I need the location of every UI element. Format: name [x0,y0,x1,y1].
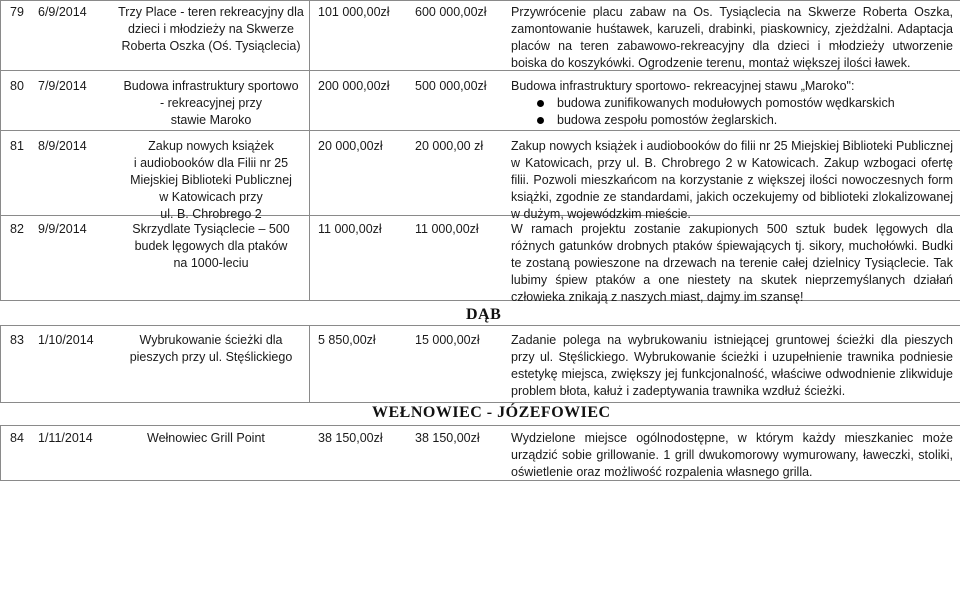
task-description: W ramach projektu zostanie zakupionych 500 sztuk budek lęgowych dla różnych gatunków drobnych ptaków śpiewających tj. sikory, muchołówki. Budki te zostaną powieszone na drzewach na terenie całej dzielnicy Tysiąclecie. Tak lubimy śpiew ptaków a one niestety na skutek nieprzemyślanych działań człowieka znikają z naszych miast, dajmy im szansę! [511,222,953,304]
task-name-line: stawie Maroko [170,113,252,127]
task-cost: 5 850,00zł [318,333,376,347]
task-name-line: budek lęgowych dla ptaków [134,239,288,253]
row-number: 80 [10,79,24,93]
section-heading-welnowiec: WEŁNOWIEC - JÓZEFOWIEC [372,404,611,421]
task-cost: 38 150,00zł [318,431,383,445]
row-border [0,130,960,131]
row-number: 84 [10,431,24,445]
task-total: 500 000,00zł [415,79,487,93]
task-name-line: dzieci i młodzieży na Skwerze [127,22,295,36]
row-date: 9/9/2014 [38,222,87,236]
row-border [0,0,960,1]
row-date: 6/9/2014 [38,5,87,19]
task-cost: 11 000,00zł [318,222,382,236]
task-name-line: w Katowicach przy [159,190,263,204]
row-border [0,402,960,403]
task-description: Zadanie polega na wybrukowaniu istniejącej gruntowej ścieżki dla pieszych przy ul. Stęślickiego. Wybrukowanie ścieżki i uzupełnienie trawnika podniesie estetykę miejsca, zwiększy jej funkcjonalność, właściwe odwodnienie zlikwiduje problem błota, kałuż i zadeptywania trawnika wzdłuż ścieżki. [511,333,953,398]
column-border [0,325,1,402]
row-date: 1/10/2014 [38,333,94,347]
task-total: 38 150,00zł [415,431,480,445]
row-border [0,325,960,326]
column-border [0,0,1,300]
task-cost: 200 000,00zł [318,79,390,93]
task-name [118,332,304,366]
row-number: 82 [10,222,24,236]
list-item: budowa zunifikowanych modułowych pomostów wędkarskich [511,95,953,112]
column-border [309,0,310,300]
task-name [118,4,304,55]
task-name-line: Zakup nowych książek [148,139,274,153]
row-number: 81 [10,139,24,153]
column-border [309,325,310,402]
task-name [118,221,304,272]
task-name-line: pieszych przy ul. Stęślickiego [129,350,293,364]
task-description-intro: Budowa infrastruktury sportowo- rekreacyjnej stawu „Maroko": [511,79,855,93]
task-name-line: Skrzydlate Tysiąclecie – 500 [132,222,290,236]
row-border [0,425,960,426]
task-name-line: i audiobooków dla Filii nr 25 [133,156,289,170]
task-description [511,78,953,129]
section-heading-dab: DĄB [466,306,502,323]
task-name [118,78,304,129]
row-number: 79 [10,5,24,19]
task-total: 15 000,00zł [415,333,480,347]
task-total: 600 000,00zł [415,5,487,19]
task-total: 20 000,00 zł [415,139,484,153]
list-item: budowa zespołu pomostów żeglarskich. [511,112,953,129]
task-name-line: Budowa infrastruktury sportowo [123,79,299,93]
task-name: Wełnowiec Grill Point [147,431,265,445]
row-date: 7/9/2014 [38,79,87,93]
task-cost: 20 000,00zł [318,139,383,153]
task-name-line: Wybrukowanie ścieżki dla [139,333,283,347]
task-total: 11 000,00zł [415,222,479,236]
task-name-line: - rekreacyjnej przy [159,96,263,110]
row-date: 1/11/2014 [38,431,93,445]
task-description: Zakup nowych książek i audiobooków do filii nr 25 Miejskiej Biblioteki Publicznej w Katowicach, przy ul. B. Chrobrego 2 w Katowicach. Zakup wzbogaci ofertę filii. Pozwoli mieszkańcom na korzystanie z większej ilości nowoczesnych form książki, zgodnie ze standardami, jakich oczekujemy od biblioteki zlokalizowanej w dużym, wojewódzkim mieście. [511,139,953,221]
task-description: Wydzielone miejsce ogólnodostępne, w którym każdy mieszkaniec może urządzić sobie grillowanie. 1 grill dwukomorowy wymurowany, ławeczki, stoliki, oświetlenie oraz możliwość rozpalenia własnego grilla. [511,431,953,479]
task-name-line: na 1000-leciu [173,256,249,270]
task-name-line: Miejskiej Biblioteki Publicznej [130,173,292,187]
bullet-list [511,95,953,129]
row-number: 83 [10,333,24,347]
task-cost: 101 000,00zł [318,5,390,19]
row-date: 8/9/2014 [38,139,87,153]
task-name-line: Roberta Oszka (Oś. Tysiąclecia) [121,39,301,53]
task-description: Przywrócenie placu zabaw na Os. Tysiąclecia na Skwerze Roberta Oszka, zamontowanie huśtawek, karuzeli, drabinki, piaskownicy, zjeżdżalni. Adaptacja placów na teren zabawowo-rekreacyjny dla dzieci i młodzieży utworzenie boiska do koszykówki. Ogrodzenie terenu, montaż większej ilości ławek. [511,5,953,70]
task-name-line: ul. B. Chrobrego 2 [160,207,262,221]
column-border [0,425,1,480]
task-name [118,138,304,223]
task-name-line: Trzy Place - teren rekreacyjny dla [118,5,304,19]
